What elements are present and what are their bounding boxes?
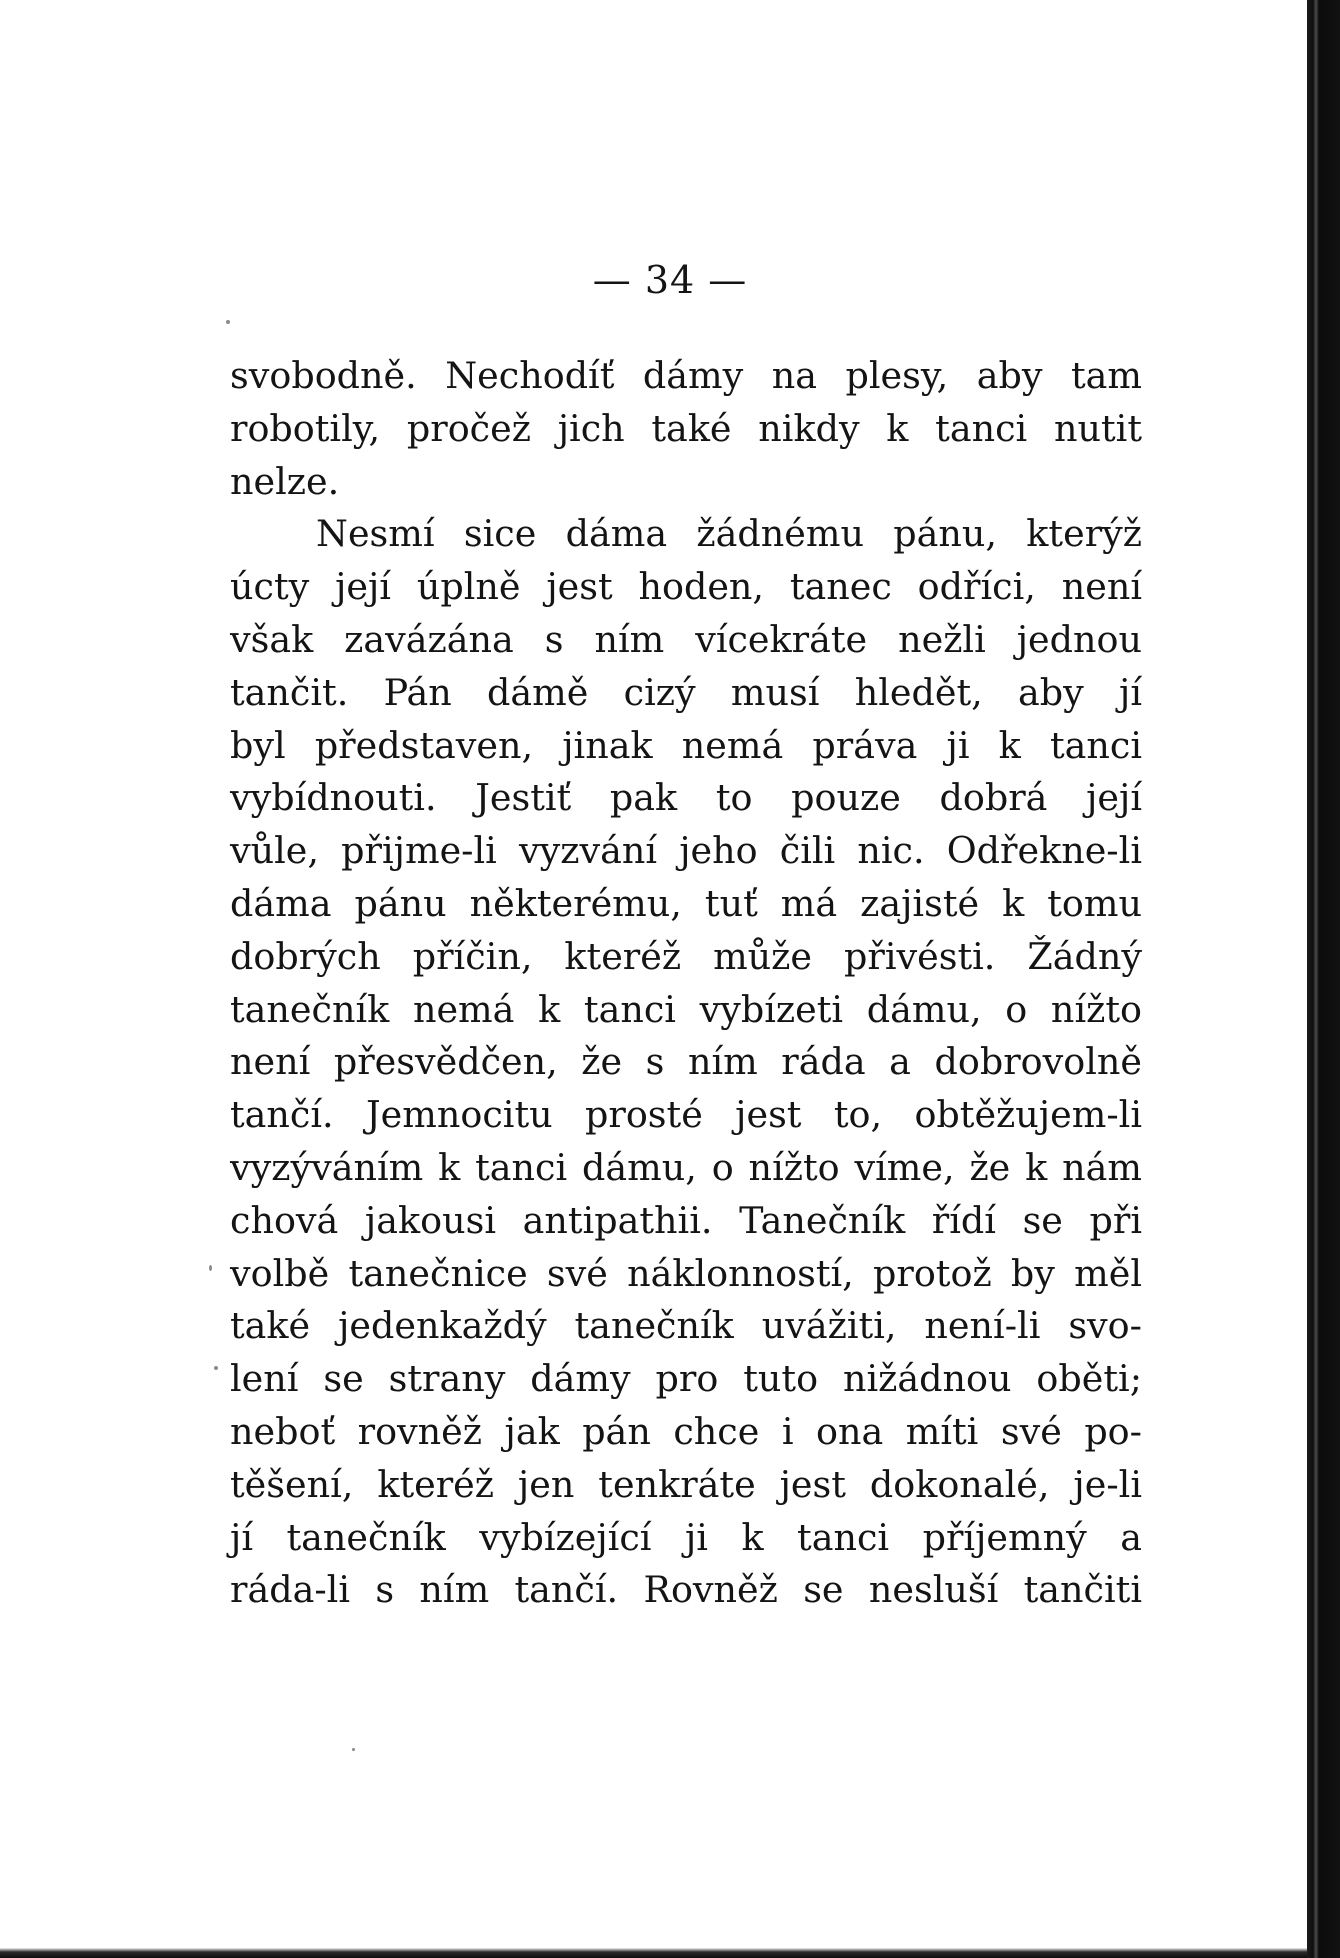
text-line: vyzýváním k tanci dámu, o nížto víme, že k nám bbox=[230, 1145, 1142, 1189]
page-number: — 34 — bbox=[592, 258, 748, 302]
text-line: vybídnouti. Jestiť pak to pouze dobrá její bbox=[230, 776, 1142, 820]
text-line: jí tanečník vybízející ji k tanci příjemný a bbox=[230, 1515, 1142, 1559]
text-line: volbě tanečnice své náklonností, protož by měl bbox=[230, 1251, 1142, 1295]
paper-speck bbox=[209, 1265, 212, 1271]
text-line: ráda-li s ním tančí. Rovněž se nesluší tančiti bbox=[230, 1568, 1142, 1612]
scan-edge-bottom bbox=[0, 1948, 1307, 1958]
text-line: nelze. bbox=[230, 459, 340, 503]
text-line: svobodně. Nechodíť dámy na plesy, aby tam bbox=[230, 354, 1142, 397]
text-line: dáma pánu některému, tuť má zajisté k tomu bbox=[230, 881, 1142, 925]
text-line: není přesvědčen, že s ním ráda a dobrovolně bbox=[230, 1040, 1142, 1084]
text-line: tančit. Pán dámě cizý musí hledět, aby jí bbox=[230, 670, 1142, 714]
text-line: také jedenkaždý tanečník uvážiti, není-li svo- bbox=[230, 1304, 1142, 1348]
text-line: tanečník nemá k tanci vybízeti dámu, o nížto bbox=[230, 987, 1142, 1031]
body-text bbox=[230, 350, 1142, 1617]
text-line: chová jakousi antipathii. Tanečník řídí se při bbox=[230, 1198, 1142, 1242]
text-line: těšení, kteréž jen tenkráte jest dokonalé, je-li bbox=[230, 1462, 1142, 1506]
text-line: však zavázána s ním vícekráte nežli jednou bbox=[230, 617, 1142, 661]
text-line: dobrých příčin, kteréž může přivésti. Žádný bbox=[230, 934, 1142, 978]
text-line: neboť rovněž jak pán chce i ona míti své po- bbox=[230, 1409, 1142, 1453]
text-line: robotily, pročež jich také nikdy k tanci nutit bbox=[230, 406, 1142, 450]
paper-speck bbox=[214, 1366, 218, 1370]
text-line: úcty její úplně jest hoden, tanec odříci, není bbox=[230, 565, 1142, 609]
text-line: lení se strany dámy pro tuto nižádnou oběti; bbox=[230, 1357, 1142, 1401]
paper-speck bbox=[226, 320, 230, 324]
scan-edge-right bbox=[1307, 0, 1340, 1958]
text-line: tančí. Jemnocitu prosté jest to, obtěžujem-li bbox=[230, 1093, 1142, 1137]
paper-speck bbox=[352, 1748, 355, 1751]
paragraph-first-line: Nesmí sice dáma žádnému pánu, kterýž bbox=[316, 512, 1142, 556]
text-line: byl představen, jinak nemá práva ji k tanci bbox=[230, 723, 1142, 767]
text-line: vůle, přijme-li vyzvání jeho čili nic. Odřekne-li bbox=[230, 829, 1142, 873]
